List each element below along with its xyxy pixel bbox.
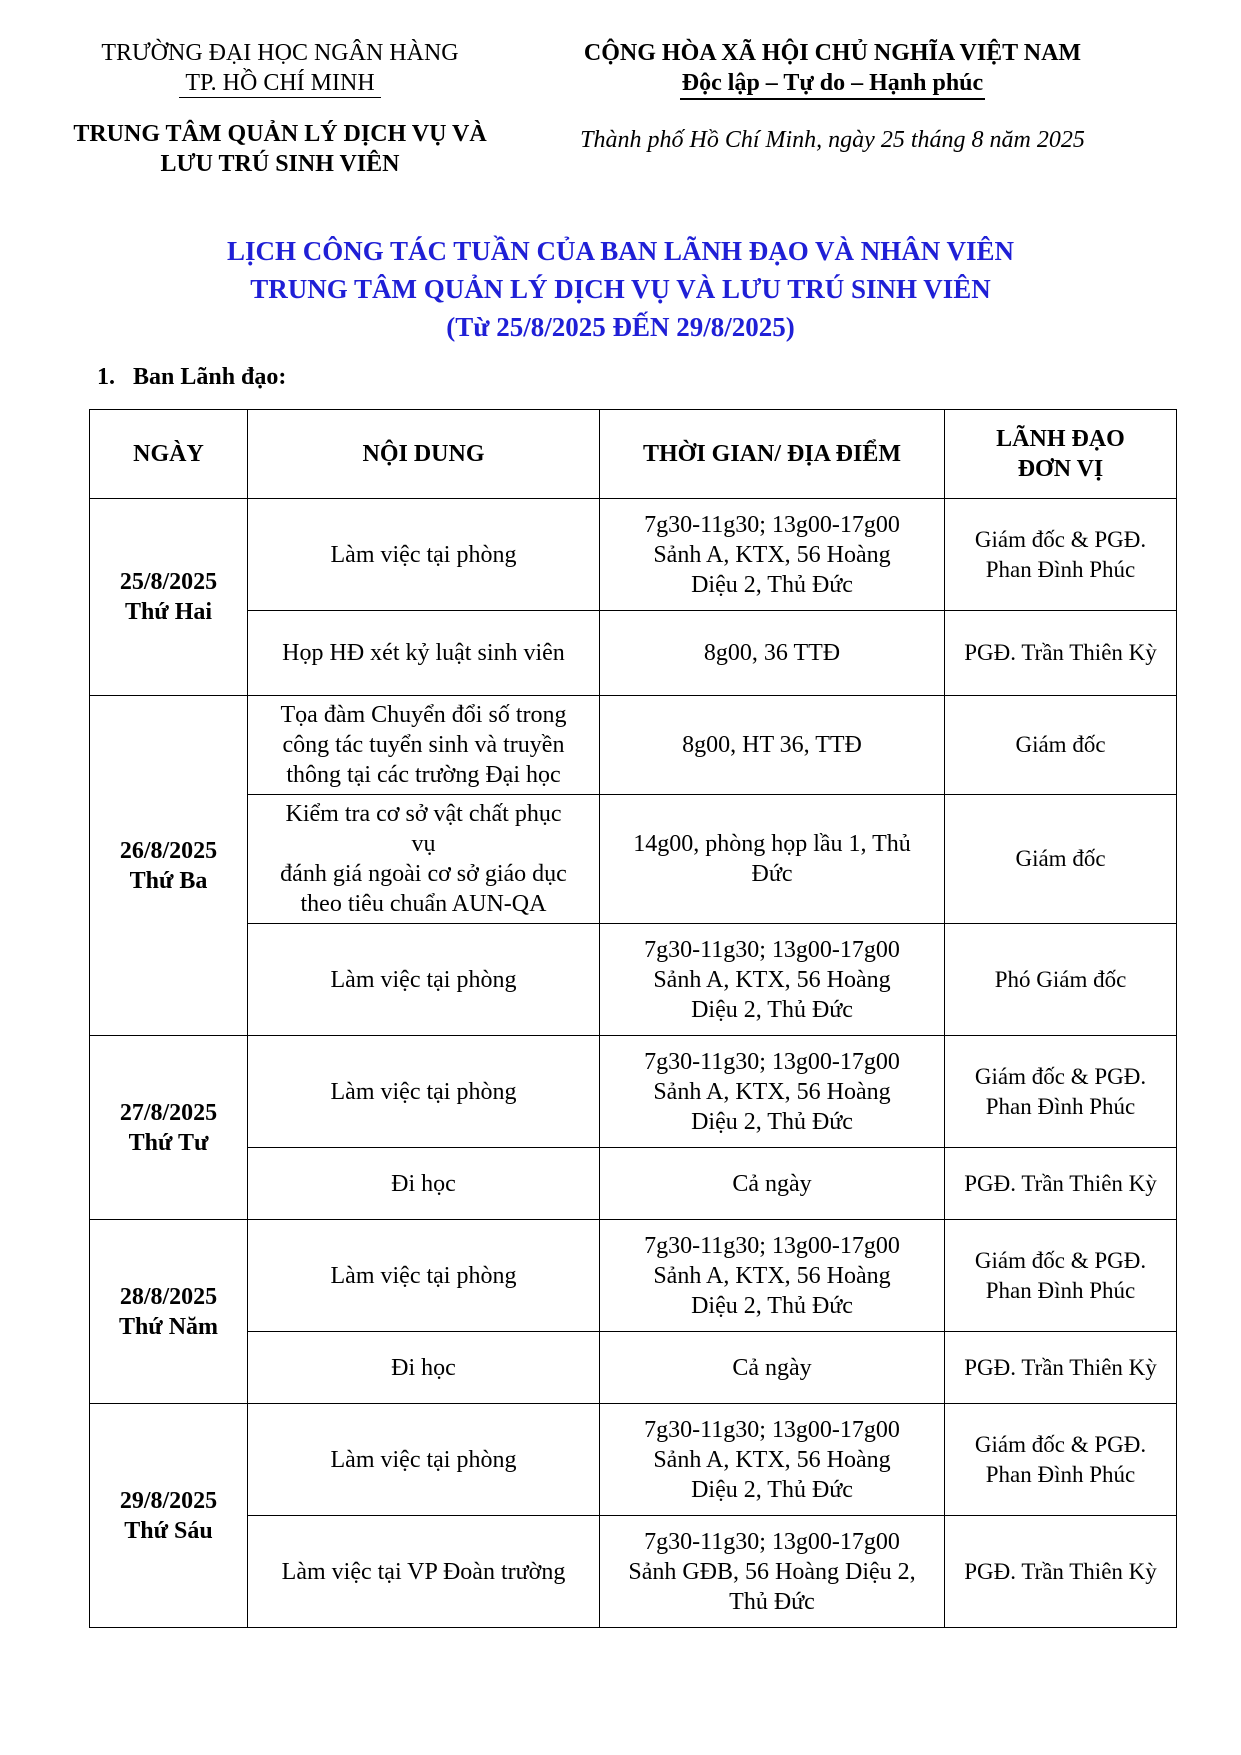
title-line-1: LỊCH CÔNG TÁC TUẦN CỦA BAN LÃNH ĐẠO VÀ NHÂN VIÊN: [226, 236, 1015, 266]
content-line: vụ: [411, 831, 436, 857]
org-city: TP. HỒ CHÍ MINH: [179, 69, 380, 98]
day-weekday: Thứ Tư: [128, 1129, 209, 1156]
lead-cell: [945, 1220, 1177, 1332]
table-row: [90, 1404, 1177, 1516]
content-cell: [248, 1404, 600, 1516]
lead-cell: [945, 499, 1177, 611]
time-place-line: 7g30-11g30; 13g00-17g00: [644, 1528, 900, 1555]
time-place-line: 7g30-11g30; 13g00-17g00: [644, 1048, 900, 1075]
content-line: Tọa đàm Chuyển đổi số trong: [280, 702, 567, 728]
header-left: [50, 38, 510, 179]
content-line: Kiểm tra cơ sở vật chất phục: [285, 801, 562, 827]
table-row: [90, 1148, 1177, 1220]
time-place-cell: [600, 611, 945, 696]
title-line-2: TRUNG TÂM QUẢN LÝ DỊCH VỤ VÀ LƯU TRÚ SINH VIÊN: [250, 274, 991, 304]
lead-line: PGĐ. Trần Thiên Kỳ: [964, 1170, 1157, 1196]
document-title: [0, 232, 1241, 346]
lead-line: Giám đốc & PGĐ.: [974, 1431, 1147, 1457]
lead-cell: [945, 924, 1177, 1036]
lead-cell: [945, 1516, 1177, 1628]
table-row: [90, 795, 1177, 924]
day-cell: [90, 499, 248, 696]
day-cell: [90, 1404, 248, 1628]
day-cell: [90, 1220, 248, 1404]
content-cell: [248, 924, 600, 1036]
lead-line: Giám đốc & PGĐ.: [974, 1063, 1147, 1089]
time-place-cell: [600, 795, 945, 924]
content-cell: [248, 499, 600, 611]
lead-cell: [945, 795, 1177, 924]
time-place-line: Diệu 2, Thủ Đức: [691, 1108, 853, 1135]
time-place-line: Sảnh A, KTX, 56 Hoàng: [653, 1446, 891, 1473]
time-place-cell: [600, 1148, 945, 1220]
lead-cell: [945, 1332, 1177, 1404]
section-heading: [97, 364, 286, 391]
time-place-line: 7g30-11g30; 13g00-17g00: [644, 936, 900, 963]
content-cell: [248, 1332, 600, 1404]
content-cell: [248, 795, 600, 924]
day-weekday: Thứ Ba: [129, 867, 208, 894]
schedule-table: [89, 409, 1177, 1628]
lead-line: Phan Đình Phúc: [985, 556, 1136, 582]
header-day: NGÀY: [90, 410, 248, 499]
table-row: [90, 696, 1177, 795]
content-line: đánh giá ngoài cơ sở giáo dục: [280, 861, 567, 887]
header-right: [545, 38, 1120, 155]
content-line: Làm việc tại phòng: [330, 1078, 517, 1105]
table-row: [90, 1516, 1177, 1628]
header-time-place: THỜI GIAN/ ĐỊA ĐIỂM: [600, 410, 945, 499]
time-place-line: Diệu 2, Thủ Đức: [691, 1476, 853, 1503]
table-row: [90, 1220, 1177, 1332]
content-cell: [248, 1220, 600, 1332]
time-place-line: Sảnh A, KTX, 56 Hoàng: [653, 541, 891, 568]
lead-line: Phó Giám đốc: [994, 966, 1127, 992]
day-date: 28/8/2025: [119, 1283, 218, 1310]
lead-line: Giám đốc: [1015, 732, 1106, 757]
time-place-cell: [600, 924, 945, 1036]
day-cell: [90, 1036, 248, 1220]
lead-line: Giám đốc & PGĐ.: [974, 526, 1147, 552]
day-date: 25/8/2025: [119, 569, 218, 595]
section-label: Ban Lãnh đạo:: [133, 364, 287, 390]
lead-line: PGĐ. Trần Thiên Kỳ: [964, 1354, 1157, 1380]
content-line: Đi học: [391, 1170, 456, 1197]
day-weekday: Thứ Hai: [124, 599, 213, 625]
time-place-line: Đức: [751, 861, 793, 887]
content-line: Họp HĐ xét kỷ luật sinh viên: [282, 640, 565, 666]
unit-name-line1: TRUNG TÂM QUẢN LÝ DỊCH VỤ VÀ: [73, 121, 487, 147]
content-line: Làm việc tại phòng: [330, 1262, 517, 1289]
title-line-3: (Từ 25/8/2025 ĐẾN 29/8/2025): [446, 312, 795, 342]
lead-cell: [945, 1404, 1177, 1516]
motto: Độc lập – Tự do – Hạnh phúc: [680, 68, 985, 100]
content-line: Làm việc tại phòng: [330, 541, 517, 568]
time-place-cell: [600, 499, 945, 611]
table-row: [90, 611, 1177, 696]
content-line: Đi học: [391, 1354, 456, 1381]
lead-line: PGĐ. Trần Thiên Kỳ: [964, 1558, 1157, 1584]
day-weekday: Thứ Sáu: [124, 1517, 213, 1544]
org-name: TRƯỜNG ĐẠI HỌC NGÂN HÀNG: [101, 40, 459, 66]
lead-line: Giám đốc: [1015, 846, 1106, 871]
time-place-line: Cả ngày: [732, 1354, 812, 1381]
document-date: Thành phố Hồ Chí Minh, ngày 25 tháng 8 năm 2025: [580, 127, 1085, 153]
time-place-cell: [600, 1516, 945, 1628]
header-lead-line1: LÃNH ĐẠO: [996, 426, 1125, 452]
content-line: Làm việc tại phòng: [330, 1446, 517, 1473]
lead-line: Phan Đình Phúc: [985, 1093, 1136, 1119]
lead-line: Giám đốc & PGĐ.: [974, 1247, 1147, 1273]
time-place-line: 7g30-11g30; 13g00-17g00: [644, 1232, 900, 1259]
content-line: thông tại các trường Đại học: [286, 762, 561, 788]
lead-line: Phan Đình Phúc: [985, 1277, 1136, 1303]
time-place-line: Diệu 2, Thủ Đức: [691, 996, 853, 1023]
time-place-line: 8g00, 36 TTĐ: [703, 640, 841, 666]
time-place-cell: [600, 1220, 945, 1332]
content-cell: [248, 1036, 600, 1148]
time-place-line: 7g30-11g30; 13g00-17g00: [644, 1416, 900, 1443]
section-number: 1.: [97, 364, 115, 390]
table-header-row: [90, 410, 1177, 499]
lead-line: PGĐ. Trần Thiên Kỳ: [964, 640, 1157, 665]
lead-cell: [945, 1148, 1177, 1220]
header-lead-line2: ĐƠN VỊ: [1017, 456, 1104, 482]
table-row: [90, 499, 1177, 611]
lead-cell: [945, 696, 1177, 795]
table-row: [90, 1332, 1177, 1404]
time-place-line: Thủ Đức: [729, 1588, 815, 1615]
day-cell: [90, 696, 248, 1036]
lead-cell: [945, 1036, 1177, 1148]
schedule-body: [90, 499, 1177, 1628]
time-place-line: Sảnh GĐB, 56 Hoàng Diệu 2,: [628, 1558, 916, 1585]
time-place-line: Cả ngày: [732, 1170, 812, 1197]
lead-line: Phan Đình Phúc: [985, 1461, 1136, 1487]
time-place-cell: [600, 696, 945, 795]
time-place-line: Sảnh A, KTX, 56 Hoàng: [653, 1078, 891, 1105]
content-line: công tác tuyển sinh và truyền: [282, 732, 565, 758]
content-line: theo tiêu chuẩn AUN-QA: [300, 891, 547, 917]
content-cell: [248, 611, 600, 696]
header-content: NỘI DUNG: [248, 410, 600, 499]
table-row: [90, 1036, 1177, 1148]
time-place-line: Diệu 2, Thủ Đức: [691, 1292, 853, 1319]
nation-name: CỘNG HÒA XÃ HỘI CHỦ NGHĨA VIỆT NAM: [583, 40, 1082, 66]
time-place-cell: [600, 1404, 945, 1516]
time-place-line: Sảnh A, KTX, 56 Hoàng: [653, 966, 891, 993]
content-cell: [248, 696, 600, 795]
time-place-line: 7g30-11g30; 13g00-17g00: [644, 511, 900, 538]
content-line: Làm việc tại VP Đoàn trường: [281, 1558, 566, 1585]
time-place-cell: [600, 1332, 945, 1404]
time-place-line: 8g00, HT 36, TTĐ: [682, 732, 862, 758]
day-date: 26/8/2025: [119, 837, 218, 864]
time-place-line: Sảnh A, KTX, 56 Hoàng: [653, 1262, 891, 1289]
content-line: Làm việc tại phòng: [330, 966, 517, 993]
content-cell: [248, 1516, 600, 1628]
table-row: [90, 924, 1177, 1036]
lead-cell: [945, 611, 1177, 696]
time-place-line: 14g00, phòng họp lầu 1, Thủ: [633, 831, 911, 857]
time-place-line: Diệu 2, Thủ Đức: [691, 571, 853, 598]
day-weekday: Thứ Năm: [118, 1313, 219, 1340]
time-place-cell: [600, 1036, 945, 1148]
day-date: 27/8/2025: [119, 1099, 218, 1126]
content-cell: [248, 1148, 600, 1220]
unit-name-line2: LƯU TRÚ SINH VIÊN: [160, 151, 400, 177]
day-date: 29/8/2025: [119, 1487, 218, 1514]
header-lead: [945, 410, 1177, 499]
